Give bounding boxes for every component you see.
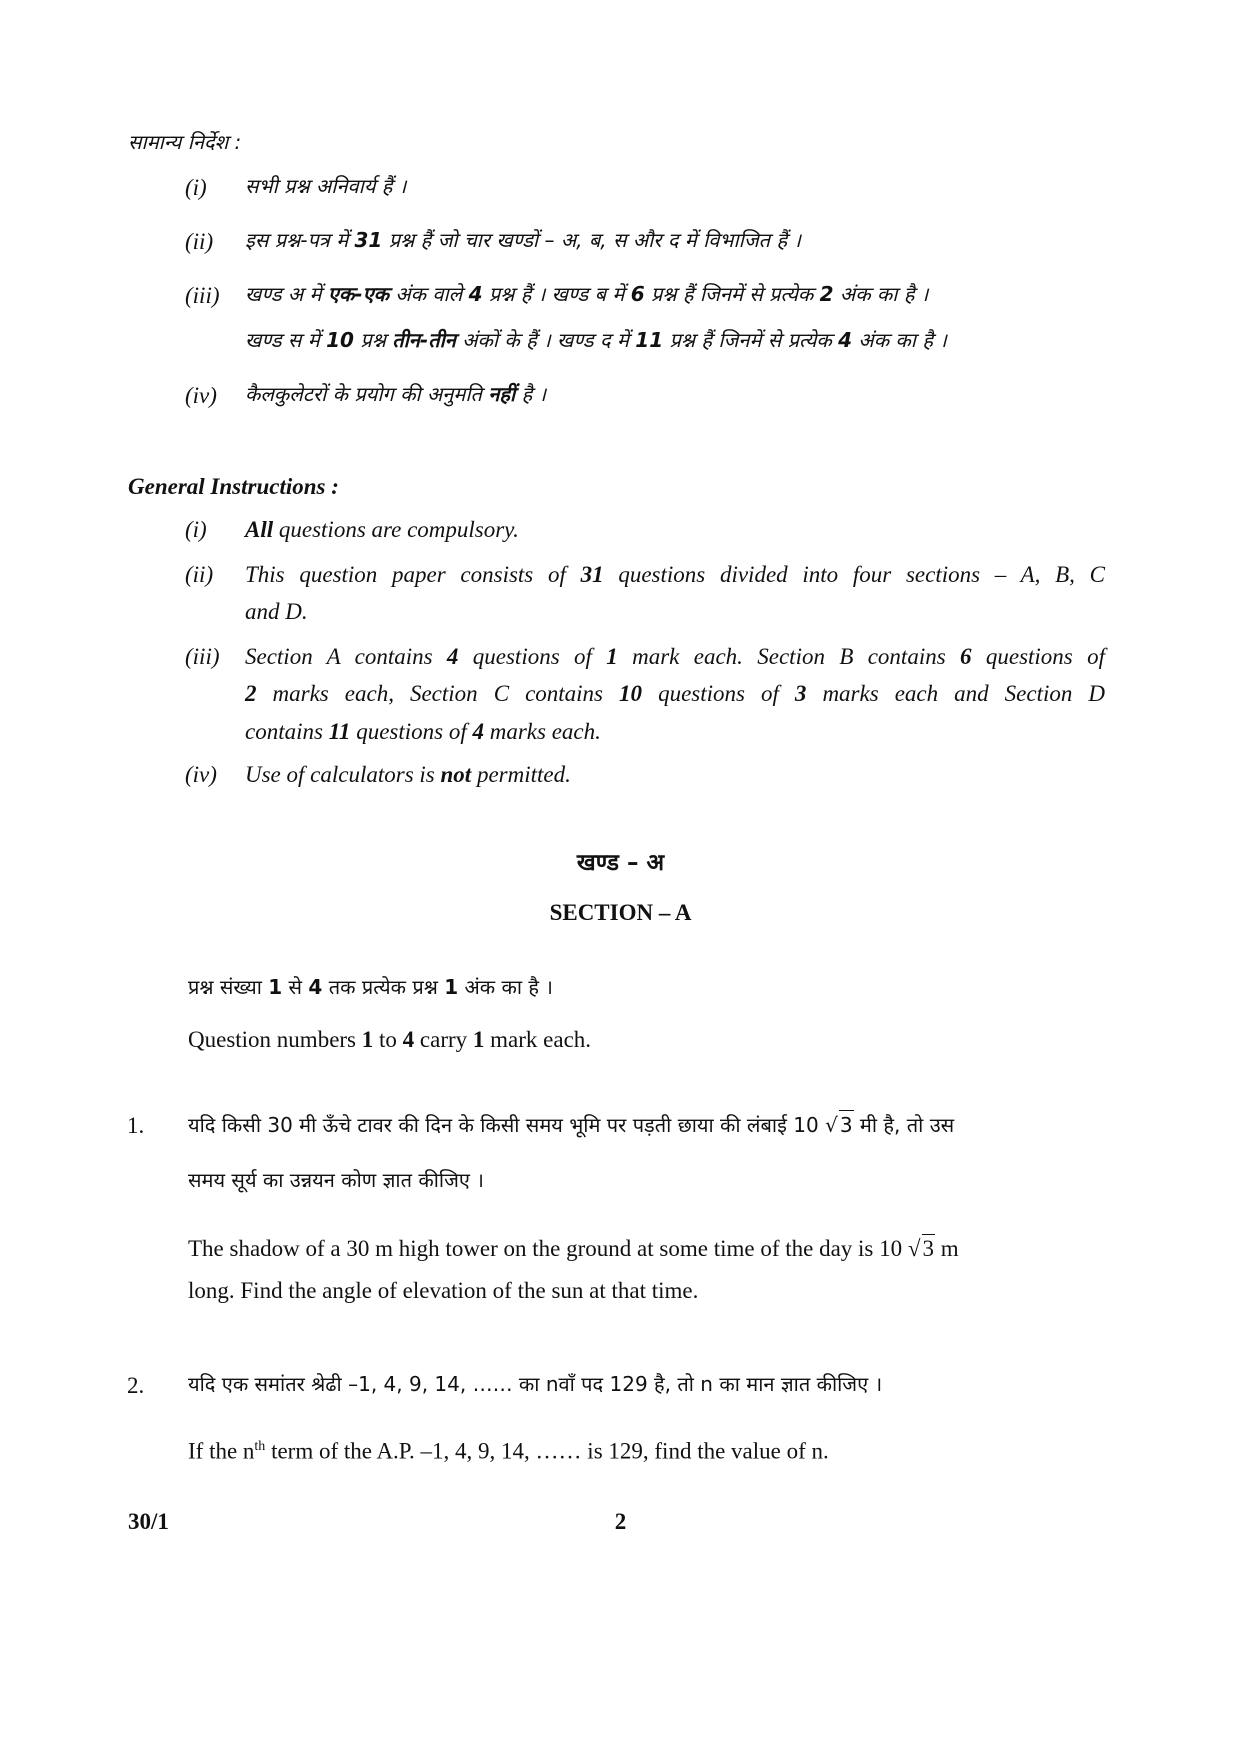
paper-code: 30/1 [128,1509,169,1534]
question-2-english: If the $n^{th}$ term of the A.P. –1, 4, 9, 14, …… is 129, find the value of n. [188,1438,829,1464]
general-instructions-heading: General Instructions : [128,474,339,499]
hindi-instruction-4: कैलकुलेटरों के प्रयोग की अनुमति नहीं है । [245,382,547,406]
page-number: 2 [614,1509,627,1534]
hindi-instruction-3-line-2: खण्ड स में 10 प्रश्न तीन-तीन अंकों के हैं । खण्ड द में 11 प्रश्न हैं जिनमें से प्रत्येक 4 अंक का है । [245,328,947,352]
section-hindi-title: खण्ड – अ [576,850,665,876]
item-number: (i) [185,517,207,542]
item-number: (iii) [185,644,220,669]
hindi-instruction-1: सभी प्रश्न अनिवार्य हैं । [245,174,407,198]
hindi-instruction-3-line-1: खण्ड अ में एक-एक अंक वाले 4 प्रश्न हैं । खण्ड ब में 6 प्रश्न हैं जिनमें से प्रत्येक 2 अंक का है । [245,282,929,306]
instruction-2-line-2: and D. [245,599,308,624]
section-note: Question numbers 1 to 4 carry 1 mark each. [188,1027,592,1052]
hindi-item-number: (iii) [185,283,220,308]
question-1-english-line-2: long. Find the angle of elevation of the sun at that time. [188,1278,699,1303]
hindi-instruction-2: इस प्रश्न-पत्र में 31 प्रश्न हैं जो चार खण्डों – अ, ब, स और द में विभाजित हैं । [245,228,801,252]
question-1-hindi-line-1: यदि किसी 30 मी ऊँचे टावर की दिन के किसी समय भूमि पर पड़ती छाया की लंबाई 10 √ 3 मी है, तो उस [188,1110,954,1139]
hindi-item-number: (i) [185,175,207,200]
instruction-3-line-1: Section A contains 4 questions of 1 mark each. Section B contains 6 questions of [245,644,1106,669]
instruction-4: Use of calculators is not permitted. [245,762,571,787]
hindi-item-number: (ii) [185,229,214,254]
section-hindi-note: प्रश्न संख्या 1 से 4 तक प्रत्येक प्रश्न 1 अंक का है । [188,975,553,999]
item-number: (ii) [185,562,214,587]
question-1-english-line-1: The shadow of a 30 m high tower on the ground at some time of the day is 10 √3 m [188,1236,959,1261]
item-number: (iv) [185,762,217,787]
question-1-hindi-line-2: समय सूर्य का उन्नयन कोण ज्ञात कीजिए । [188,1168,484,1192]
instruction-3-line-2: 2 marks each, Section C contains 10 questions of 3 marks each and Section D [245,681,1106,706]
question-number: 1. [127,1113,145,1138]
instruction-3-line-3: contains 11 questions of 4 marks each. [245,719,601,744]
question-number: 2. [127,1373,145,1398]
section-title: SECTION – A [549,900,692,925]
hindi-instructions-heading: सामान्य निर्देश : [128,130,242,154]
hindi-item-number: (iv) [185,383,217,408]
instruction-2-line-1: This question paper consists of 31 questions divided into four sections – A, B, C [245,562,1105,587]
instruction-1: All questions are compulsory. [245,517,519,542]
question-2-hindi: यदि एक समांतर श्रेढी –1, 4, 9, 14, …… का nवाँ पद 129 है, तो n का मान ज्ञात कीजिए । [188,1372,883,1396]
